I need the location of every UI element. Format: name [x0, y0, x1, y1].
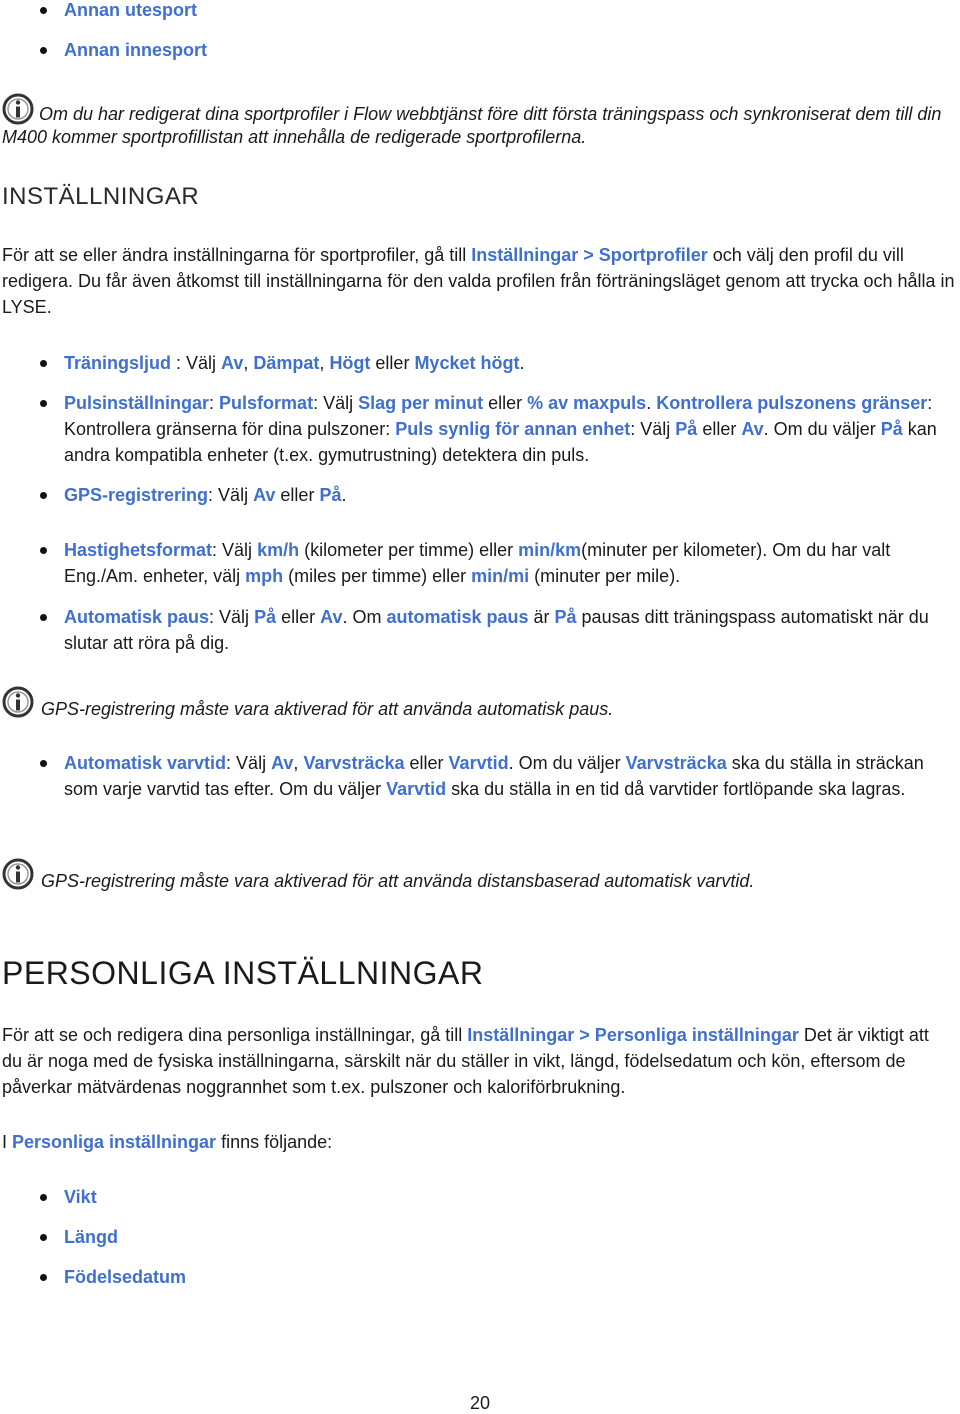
option: Puls synlig för annan enhet	[395, 419, 631, 439]
text: ska du ställa in sträckan som varje varvtid tas efter. Om du väljer	[64, 753, 924, 799]
note-sport-profiles: Om du har redigerat dina sportprofiler i Flow webbtjänst före ditt första träningspass och synkroniserat dem till din M400 kommer sportprofillistan att innehålla de redigerade sportprofilerna.	[2, 104, 942, 147]
text: .	[519, 353, 525, 373]
option: min/mi	[471, 566, 530, 586]
option: Varvtid	[448, 753, 509, 773]
bullet	[40, 614, 47, 621]
section-title-installningar: INSTÄLLNINGAR	[2, 183, 200, 210]
text: är	[528, 607, 555, 627]
text: (minuter per kilometer). Om du har valt Eng./Am. enheter, välj	[64, 540, 891, 586]
text: .	[646, 393, 657, 413]
text: eller	[697, 419, 742, 439]
option: min/km	[518, 540, 582, 560]
text: : Välj	[313, 393, 359, 413]
setting-name: GPS-registrering	[64, 485, 209, 505]
text: (minuter per mile).	[529, 566, 681, 586]
text: ska du ställa in en tid då varvtider fortlöpande ska lagras.	[446, 779, 906, 799]
setting-name: Träningsljud	[64, 353, 172, 373]
text: (miles per timme) eller	[283, 566, 472, 586]
text: ,	[293, 753, 304, 773]
option: På	[880, 419, 903, 439]
text: finns följande:	[216, 1132, 333, 1152]
option: Högt	[329, 353, 371, 373]
setting-name: Hastighetsformat	[64, 540, 213, 560]
setting-name: Automatisk paus	[64, 607, 210, 627]
option: mph	[245, 566, 284, 586]
setting-name: Pulsinställningar	[64, 393, 210, 413]
option: Pulsformat	[219, 393, 314, 413]
text: eller	[275, 485, 320, 505]
list-item-text	[64, 537, 954, 589]
bullet	[40, 1274, 47, 1281]
note-auto-pause: GPS-registrering måste vara aktiverad för att använda automatisk paus.	[41, 699, 614, 719]
text: .	[341, 485, 347, 505]
option: På	[319, 485, 342, 505]
list-item-text	[64, 350, 954, 376]
bullet	[40, 1194, 47, 1201]
text: I	[2, 1132, 13, 1152]
bullet	[40, 547, 47, 554]
link-settings-personal[interactable]: Inställningar > Personliga inställningar	[467, 1025, 799, 1045]
note-auto-lap: GPS-registrering måste vara aktiverad för att använda distansbaserad automatisk varvtid.	[41, 871, 755, 891]
text: kan andra kompatibla enheter (t.ex. gymutrustning) detektera din puls.	[64, 419, 937, 465]
text: :	[209, 393, 220, 413]
section1-paragraph	[2, 242, 960, 320]
text: . Om	[342, 607, 387, 627]
list-item-label: Annan utesport	[64, 0, 197, 20]
option: Av	[320, 607, 343, 627]
list-item-text	[64, 604, 954, 656]
list-item-label: Annan innesport	[64, 40, 207, 60]
option: Av	[221, 353, 244, 373]
text: ,	[243, 353, 254, 373]
list-item-label: Vikt	[64, 1187, 97, 1207]
text: (kilometer per timme) eller	[299, 540, 519, 560]
text: eller	[276, 607, 321, 627]
bullet	[40, 7, 47, 14]
section2-paragraph	[2, 1022, 952, 1100]
option: automatisk paus	[386, 607, 529, 627]
bullet	[40, 1234, 47, 1241]
text: . Om du väljer	[763, 419, 881, 439]
bullet	[40, 492, 47, 499]
list-item-label: Längd	[64, 1227, 118, 1247]
bullet	[40, 360, 47, 367]
text: : Välj	[630, 419, 676, 439]
text: och välj den profil du vill redigera. Du får även åtkomst till inställningarna för den valda profilen från förträningsläget genom att trycka och hålla in LYSE.	[2, 245, 955, 317]
text: eller	[483, 393, 528, 413]
page-number: 20	[469, 1393, 491, 1413]
text: För att se eller ändra inställningarna för sportprofiler, gå till	[2, 245, 472, 265]
option: Varvsträcka	[303, 753, 405, 773]
text: : Kontrollera gränserna för dina pulszoner:	[64, 393, 933, 439]
section2-intro	[2, 1129, 952, 1155]
setting-name: Automatisk varvtid	[64, 753, 227, 773]
info-icon	[1, 857, 35, 891]
text: : Välj	[209, 607, 255, 627]
text: : Välj	[208, 485, 254, 505]
text: eller	[404, 753, 449, 773]
section-title-personliga-installningar: PERSONLIGA INSTÄLLNINGAR	[2, 955, 484, 991]
option: Slag per minut	[358, 393, 484, 413]
bullet	[40, 760, 47, 767]
option: Mycket högt	[414, 353, 520, 373]
link-personal-settings[interactable]: Personliga inställningar	[12, 1132, 217, 1152]
bullet	[40, 400, 47, 407]
option: Kontrollera pulszonens gränser	[656, 393, 928, 413]
option: Varvtid	[386, 779, 447, 799]
info-icon	[1, 685, 35, 719]
text: Det är viktigt att du är noga med de fysiska inställningarna, särskilt när du ställer in vikt, längd, födelsedatum och kön, eftersom de påverkar mätvärdenas noggrannhet som t.ex. pulszoner och kaloriförbrukning.	[2, 1025, 929, 1097]
text: För att se och redigera dina personliga inställningar, gå till	[2, 1025, 468, 1045]
option: Dämpat	[253, 353, 320, 373]
list-item-text	[64, 482, 954, 508]
text: : Välj	[226, 753, 272, 773]
bullet	[40, 47, 47, 54]
text: : Välj	[212, 540, 258, 560]
option: Varvsträcka	[625, 753, 727, 773]
option: Av	[741, 419, 764, 439]
option: På	[675, 419, 698, 439]
option: På	[554, 607, 577, 627]
text: : Välj	[171, 353, 222, 373]
link-settings-sportprofiles[interactable]: Inställningar > Sportprofiler	[471, 245, 708, 265]
text: ,	[319, 353, 330, 373]
option: Av	[253, 485, 276, 505]
text: pausas ditt träningspass automatiskt när du slutar att röra på dig.	[64, 607, 929, 653]
option: På	[254, 607, 277, 627]
list-item-label: Födelsedatum	[64, 1267, 187, 1287]
option: km/h	[257, 540, 300, 560]
list-item-text	[64, 750, 954, 802]
text: eller	[370, 353, 415, 373]
list-item-text	[64, 390, 954, 468]
option: % av maxpuls	[527, 393, 647, 413]
option: Av	[271, 753, 294, 773]
text: . Om du väljer	[508, 753, 626, 773]
